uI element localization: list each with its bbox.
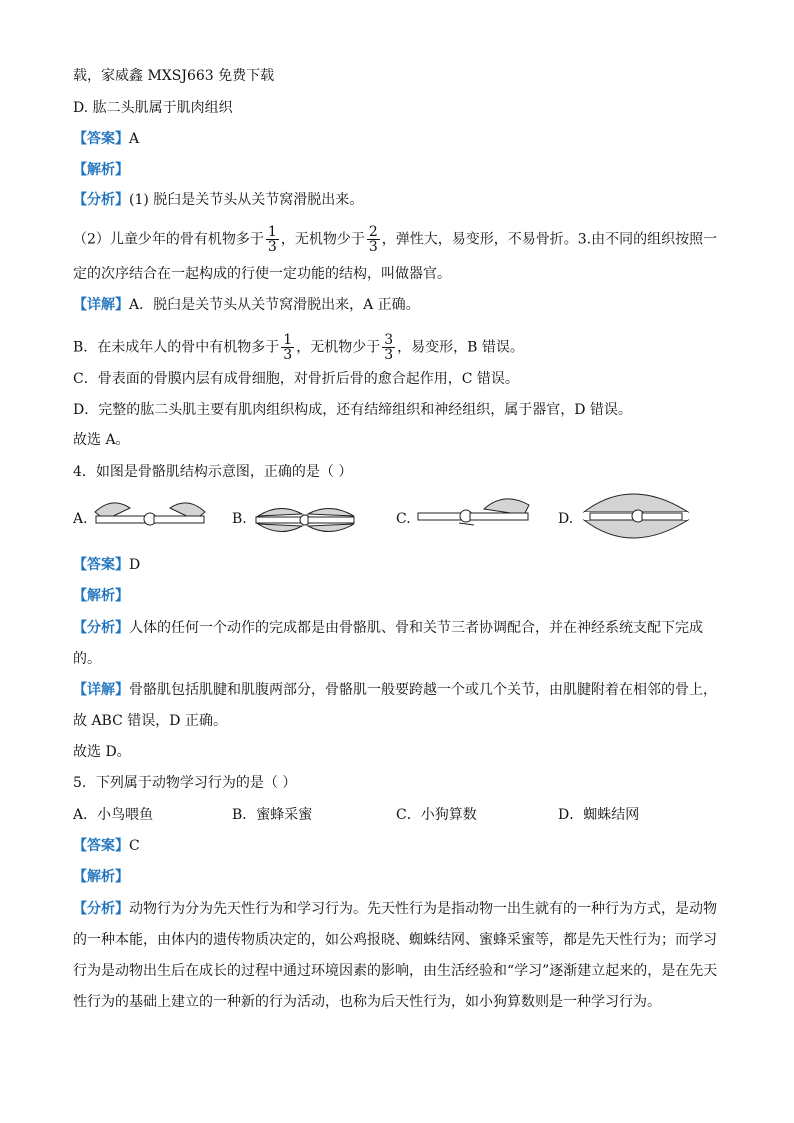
line-text: ，无机物少于: [296, 339, 381, 356]
q5-fenxi-4: 性行为的基础上建立的一种新的行为活动，也称为后天性行为，如小狗算数则是一种学习行为。: [73, 994, 661, 1010]
frac-num: 2: [368, 224, 378, 240]
q5-stem: 5．下列属于动物学习行为的是（ ）: [73, 775, 297, 791]
q4-option-a-label: A.: [73, 511, 88, 527]
xiangjie-tag: 【详解】: [73, 297, 129, 313]
answer-value: D: [129, 557, 141, 573]
q5-fenxi-1: [73, 899, 717, 919]
q4-conclusion: 故选 D。: [73, 744, 131, 760]
q4-option-b-label: B.: [232, 511, 247, 527]
fraction: [382, 333, 395, 362]
fenxi-tag: 【分析】: [73, 901, 129, 917]
analysis-tag: 【解析】: [73, 869, 129, 885]
answer-tag: 【答案】: [73, 838, 129, 854]
fraction: [266, 225, 279, 254]
q5-option-d: D．蜘蛛结网: [558, 807, 640, 823]
q3-line-c: C．骨表面的骨膜内层有成骨细胞，对骨折后骨的愈合起作用，C 错误。: [73, 371, 519, 387]
xiangjie-text: A．脱臼是关节头从关节窝滑脱出来，A 正确。: [129, 297, 420, 313]
frac-num: 1: [267, 224, 277, 240]
analysis-tag: 【解析】: [73, 588, 129, 604]
q4-option-c-label: C.: [396, 511, 411, 527]
xiangjie-tag: 【详解】: [73, 682, 129, 698]
q4-fenxi-1: [73, 618, 703, 638]
fenxi-tag: 【分析】: [73, 620, 129, 636]
q4-figure-b: [250, 498, 360, 540]
frac-den: 3: [384, 347, 394, 363]
fenxi-tag: 【分析】: [73, 192, 129, 208]
q3-xiangjie-a: [73, 295, 420, 315]
q4-stem: 4．如图是骨骼肌结构示意图，正确的是（ ）: [73, 464, 353, 480]
answer-tag: 【答案】: [73, 131, 129, 147]
answer-tag: 【答案】: [73, 557, 129, 573]
q3-answer-line: [73, 129, 139, 149]
q3-conclusion: 故选 A。: [73, 432, 130, 448]
q4-answer-line: [73, 555, 140, 575]
frac-den: 3: [267, 239, 277, 255]
q5-option-b: B．蜜蜂采蜜: [232, 807, 313, 823]
fraction: [367, 225, 380, 254]
q3-line-b: [73, 333, 524, 362]
answer-value: A: [129, 131, 140, 147]
q3-analysis-title: [73, 160, 129, 180]
q3-fenxi-2: [73, 225, 717, 254]
q5-analysis-title: [73, 867, 129, 887]
q5-option-c: C．小狗算数: [396, 807, 477, 823]
fenxi-text: （2）儿童少年的骨有机物多于: [73, 231, 264, 248]
q4-option-d-label: D.: [558, 511, 574, 527]
q5-option-a: A．小鸟喂鱼: [73, 807, 154, 823]
q5-fenxi-3: 行为是动物出生后在成长的过程中通过环境因素的影响，由生活经验和“学习”逐渐建立起来的，是在先天: [73, 963, 718, 979]
answer-value: C: [129, 838, 140, 854]
frac-num: 1: [283, 332, 293, 348]
q5-answer-line: [73, 836, 140, 856]
line-text: ，易变形，B 错误。: [397, 339, 524, 356]
q3-fenxi-1: [73, 190, 363, 210]
frac-num: 3: [384, 332, 394, 348]
q4-figure-a: [90, 498, 210, 540]
analysis-tag: 【解析】: [73, 162, 129, 178]
q4-analysis-title: [73, 586, 129, 606]
q5-fenxi-2: 的一种本能，由体内的遗传物质决定的，如公鸡报晓、蜘蛛结网、蜜蜂采蜜等，都是先天性行为；而学习: [73, 932, 717, 948]
q4-figure-d: [576, 490, 696, 545]
q4-figure-c: [414, 495, 534, 540]
q4-xiangjie-1: [73, 680, 717, 700]
fenxi-text: ，无机物少于: [280, 231, 365, 248]
header-text: 载，家威鑫 MXSJ663 免费下载: [73, 68, 275, 84]
fenxi-text: 人体的任何一个动作的完成都是由骨骼肌、骨和关节三者协调配合，并在神经系统支配下完成: [129, 620, 703, 636]
frac-den: 3: [368, 239, 378, 255]
frac-den: 3: [283, 347, 293, 363]
fenxi-text: (1) 脱臼是关节头从关节窝滑脱出来。: [129, 192, 364, 208]
xiangjie-text: 骨骼肌包括肌腱和肌腹两部分，骨骼肌一般要跨越一个或几个关节，由肌腱附着在相邻的骨上，: [129, 682, 717, 698]
fenxi-text: ，弹性大，易变形，不易骨折。3.由不同的组织按照一: [381, 231, 718, 248]
q3-fenxi-3: 定的次序结合在一起构成的行使一定功能的结构，叫做器官。: [73, 266, 451, 282]
q3-line-d: D．完整的肱二头肌主要有肌肉组织构成，还有结缔组织和神经组织，属于器官，D 错误。: [73, 402, 632, 418]
fraction: [281, 333, 294, 362]
q4-xiangjie-2: 故 ABC 错误，D 正确。: [73, 713, 227, 729]
line-text: B．在未成年人的骨中有机物多于: [73, 339, 280, 356]
fenxi-text: 动物行为分为先天性行为和学习行为。先天性行为是指动物一出生就有的一种行为方式，是动物: [129, 901, 717, 917]
q4-fenxi-2: 的。: [73, 651, 101, 667]
q3-option-d: D. 肱二头肌属于肌肉组织: [73, 100, 233, 116]
